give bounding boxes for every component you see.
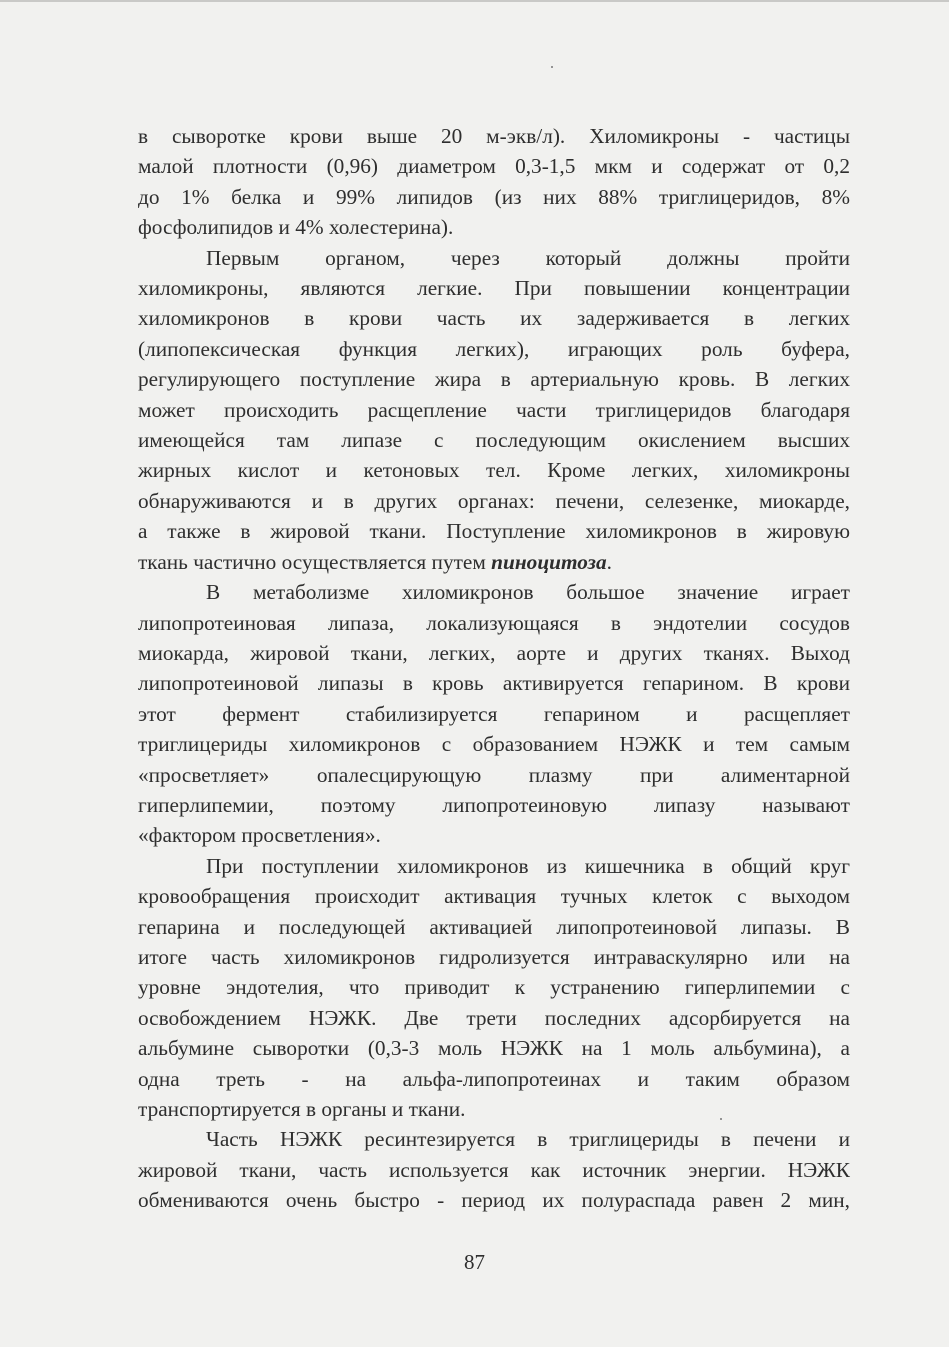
text-line: триглицериды хиломикронов с образованием НЭЖК и тем самым xyxy=(138,732,850,757)
page-top-edge xyxy=(0,0,949,2)
text-line: Первым органом, через который должны пройти xyxy=(206,245,850,270)
emphasized-term: пиноцитоза xyxy=(491,549,607,574)
text-line: фосфолипидов и 4% холестерина). xyxy=(138,215,454,240)
text-line: а также в жировой ткани. Поступление хиломикронов в жировую xyxy=(138,519,850,544)
text-line: транспортируется в органы и ткани. xyxy=(138,1097,466,1121)
paragraph xyxy=(138,851,850,1125)
body-text xyxy=(138,121,850,1216)
text-line: В метаболизме хиломикронов большое значение играет xyxy=(206,580,850,605)
scan-speck xyxy=(551,66,553,68)
page-number: 87 xyxy=(464,1250,485,1274)
text-line: гепарина и последующей активацией липопротеиновой липазы. В xyxy=(138,914,850,939)
text-line: миокарда, жировой ткани, легких, аорте и других тканях. Выход xyxy=(138,640,850,665)
text-line: в сыворотке крови выше 20 м-экв/л). Хиломикроны - частицы xyxy=(138,124,850,148)
text-line: жировой ткани, часть используется как источник энергии. НЭЖК xyxy=(138,1157,850,1182)
paragraph xyxy=(138,243,850,577)
text-line: обмениваются очень быстро - период их полураспада равен 2 мин, xyxy=(138,1188,850,1213)
text-line: уровне эндотелия, что приводит к устранению гиперлипемии с xyxy=(138,975,850,1000)
text-line: кровообращения происходит активация тучных клеток с выходом xyxy=(138,884,850,909)
text-line: ткань частично осуществляется путем пиноцитоза. xyxy=(138,549,612,574)
text-line: итоге часть хиломикронов гидролизуется интраваскулярно или на xyxy=(138,944,850,969)
text-line: имеющейся там липазе с последующим окислением высших xyxy=(138,428,850,453)
text-line: до 1% белка и 99% липидов (из них 88% триглицеридов, 8% xyxy=(138,184,850,209)
text-line: При поступлении хиломикронов из кишечника в общий круг xyxy=(206,853,850,878)
text-line: обнаруживаются и в других органах: печени, селезенке, миокарде, xyxy=(138,488,850,513)
text-line: липопротеиновая липаза, локализующаяся в эндотелии сосудов xyxy=(138,610,850,635)
text-line: альбумине сыворотки (0,3-3 моль НЭЖК на 1 моль альбумина), а xyxy=(138,1036,850,1061)
text-line: «фактором просветления». xyxy=(138,823,381,848)
punctuation: . xyxy=(606,549,612,574)
text-line: регулирующего поступление жира в артериальную кровь. В легких xyxy=(138,367,850,392)
text-line: освобождением НЭЖК. Две трети последних адсорбируется на xyxy=(138,1005,850,1030)
text-line: одна треть - на альфа-липопротеинах и таким образом xyxy=(138,1066,850,1091)
text-line: жирных кислот и кетоновых тел. Кроме легких, хиломикроны xyxy=(138,458,850,483)
paragraph xyxy=(138,121,850,243)
text-line: гиперлипемии, поэтому липопротеиновую липазу называют xyxy=(138,792,850,817)
paragraph xyxy=(138,577,850,851)
text-line: липопротеиновой липазы в кровь активируется гепарином. В крови xyxy=(138,671,850,696)
text-line: хиломикронов в крови часть их задерживается в легких xyxy=(138,306,850,331)
text-line: Часть НЭЖК ресинтезируется в триглицериды в печени и xyxy=(206,1127,850,1152)
paragraph xyxy=(138,1124,850,1215)
text-line: может происходить расщепление части триглицеридов благодаря xyxy=(138,397,850,422)
text-line: этот фермент стабилизируется гепарином и расщепляет xyxy=(138,701,850,726)
text-line: (липопексическая функция легких), играющих роль буфера, xyxy=(138,336,850,361)
text-line: малой плотности (0,96) диаметром 0,3-1,5 мкм и содержат от 0,2 xyxy=(138,154,850,179)
text-line: хиломикроны, являются легкие. При повышении концентрации xyxy=(138,276,850,301)
text-line: «просветляет» опалесцирующую плазму при алиментарной xyxy=(138,762,850,787)
